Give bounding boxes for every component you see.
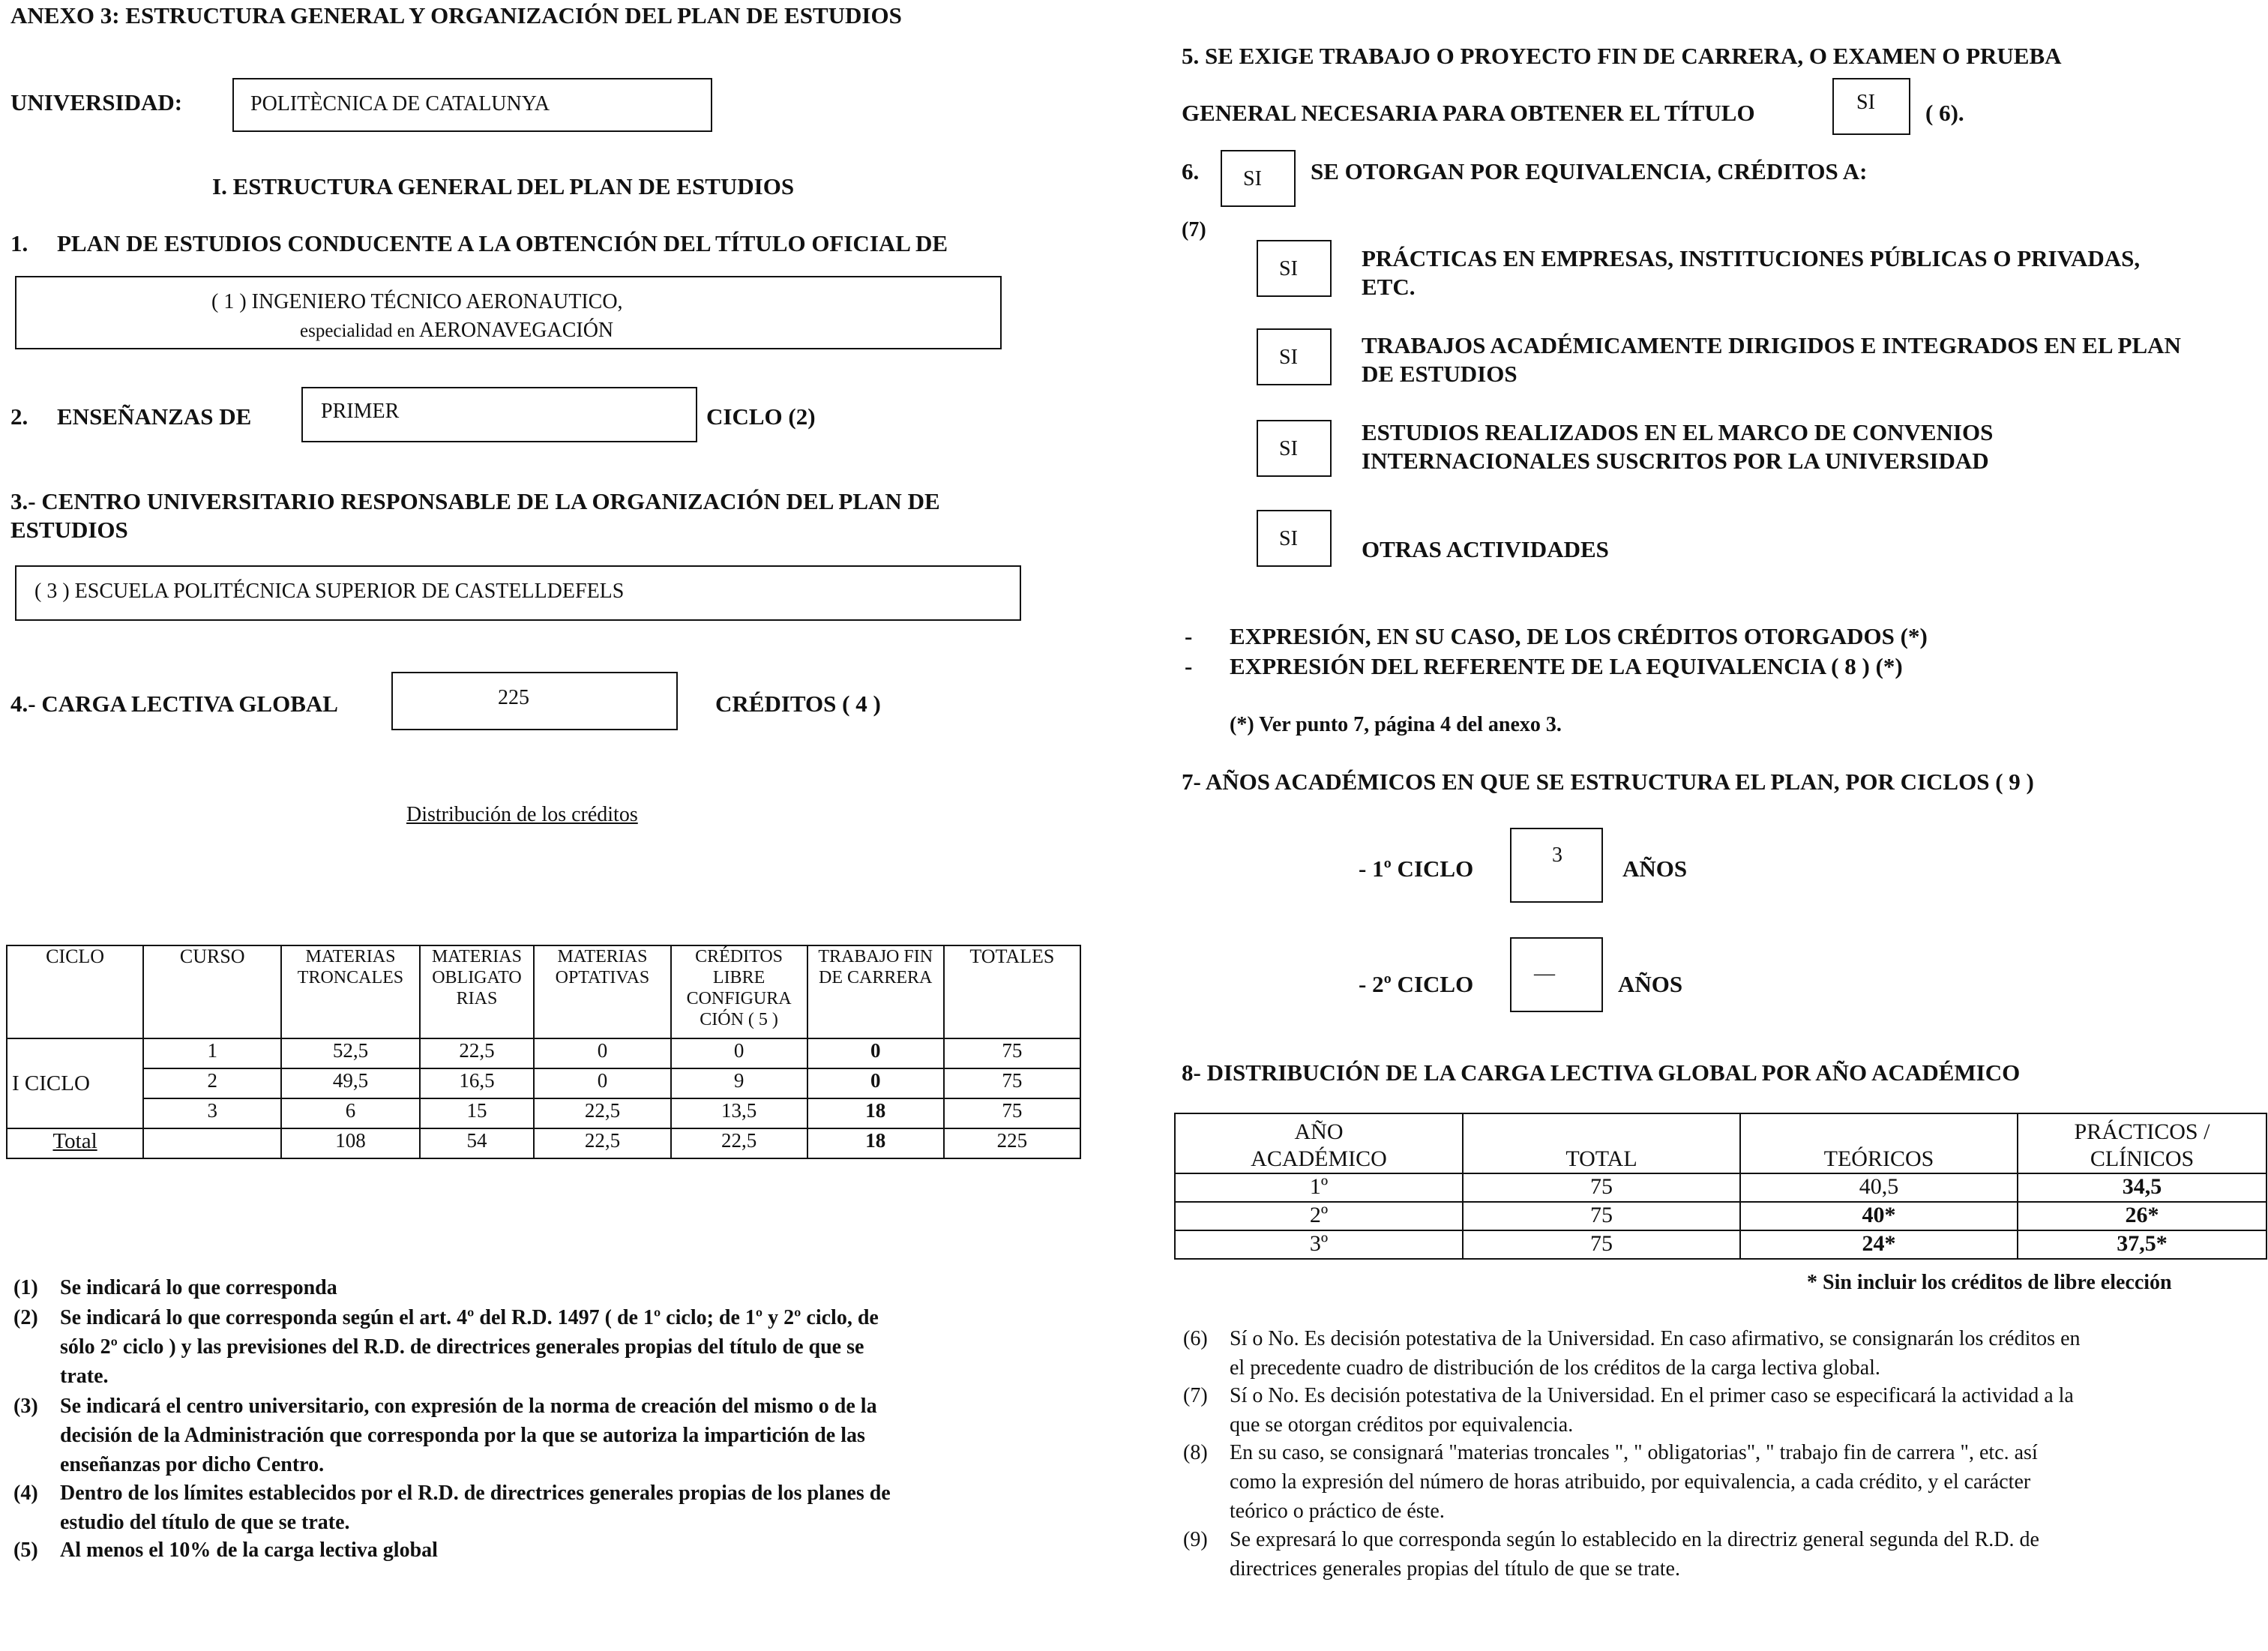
creditos-table (6, 945, 1081, 1159)
table-cell: 9 (671, 1068, 807, 1098)
option-value: SI (1279, 527, 1298, 550)
note-line: En su caso, se consignará "materias troncales ", " obligatorias", " trabajo fin de carrera ", etc. así (1230, 1441, 2038, 1464)
ciclo2-box (1510, 937, 1603, 1012)
option-line: ESTUDIOS REALIZADOS EN EL MARCO DE CONVENIOS (1362, 419, 1994, 445)
table-cell: 3 (143, 1098, 281, 1128)
note-line: Sí o No. Es decisión potestativa de la Universidad. En el primer caso se especificará la actividad a la (1230, 1384, 2074, 1407)
note-line: Sí o No. Es decisión potestativa de la Universidad. En caso afirmativo, se consignarán los créditos en (1230, 1327, 2081, 1350)
table-cell: 16,5 (420, 1068, 535, 1098)
left-note (13, 1536, 1048, 1566)
table-cell: 22,5 (420, 1038, 535, 1068)
item7-title: 7- AÑOS ACADÉMICOS EN QUE SE ESTRUCTURA EL PLAN, POR CICLOS ( 9 ) (1182, 769, 2034, 795)
table-cell: 0 (534, 1068, 670, 1098)
note-num: (1) (13, 1276, 38, 1299)
option-line: TRABAJOS ACADÉMICAMENTE DIRIGIDOS E INTEGRADOS EN EL PLAN (1362, 332, 2181, 358)
dash-bullet: - (1185, 623, 1193, 649)
table-cell: 0 (671, 1038, 807, 1068)
item6-value: SI (1243, 167, 1262, 190)
table-cell: 49,5 (281, 1068, 419, 1098)
option-line: INTERNACIONALES SUSCRITOS POR LA UNIVERSIDAD (1362, 448, 1989, 474)
table-cell: 108 (281, 1128, 419, 1158)
option-trabajos-box (1257, 328, 1332, 385)
creditos-header-cell: MATERIAS TRONCALES (281, 945, 419, 1038)
total-row (7, 1128, 1080, 1158)
total-label: Total (7, 1128, 143, 1158)
carga-header-row (1175, 1113, 2267, 1173)
note-num: (9) (1183, 1528, 1208, 1551)
note-line: enseñanzas por dicho Centro. (60, 1453, 325, 1476)
table-cell: 75 (1463, 1230, 1740, 1259)
table-row (7, 1068, 1080, 1098)
note-line: sólo 2º ciclo ) y las previsiones del R.D. de directrices generales propias del título de que se (60, 1335, 864, 1359)
table-cell: 22,5 (534, 1098, 670, 1128)
see-note: (*) Ver punto 7, página 4 del anexo 3. (1230, 713, 1562, 736)
centro-box (15, 565, 1021, 621)
note-line: Al menos el 10% de la carga lectiva global (60, 1539, 438, 1562)
note-line: Se indicará lo que corresponda según el art. 4º del R.D. 1497 ( de 1º ciclo; de 1º y 2º ciclo, de (60, 1306, 879, 1329)
section-title: I. ESTRUCTURA GENERAL DEL PLAN DE ESTUDIOS (212, 173, 795, 199)
note-line: teórico o práctico de éste. (1230, 1500, 1445, 1523)
note-num: (2) (13, 1306, 38, 1329)
creditos-header-cell: TRABAJO FIN DE CARRERA (807, 945, 944, 1038)
table-row (7, 1038, 1080, 1068)
header-total: TOTAL (1463, 1113, 1740, 1173)
table-cell: 0 (807, 1038, 944, 1068)
table-cell: 6 (281, 1098, 419, 1128)
table-cell: 18 (807, 1128, 944, 1158)
note-line: estudio del título de que se trate. (60, 1511, 350, 1534)
creditos-header-cell: CURSO (143, 945, 281, 1038)
option-practicas-box (1257, 240, 1332, 297)
table-row (7, 1098, 1080, 1128)
left-note (13, 1392, 1048, 1482)
item1-num: 1. (10, 230, 28, 256)
table-cell: 40* (1740, 1202, 2018, 1230)
note-line: trate. (60, 1365, 109, 1388)
option-estudios-box (1257, 420, 1332, 477)
table-cell: 37,5* (2018, 1230, 2267, 1259)
distribucion-title: Distribución de los créditos (406, 803, 638, 826)
item5-line2: GENERAL NECESARIA PARA OBTENER EL TÍTULO (1182, 100, 1755, 126)
table-cell: 75 (944, 1098, 1080, 1128)
table-cell: 225 (944, 1128, 1080, 1158)
universidad-box (232, 78, 712, 132)
table-cell (143, 1128, 281, 1158)
note-line: directrices generales propias del título de que se trate. (1230, 1557, 1680, 1581)
item3-value: ( 3 ) ESCUELA POLITÉCNICA SUPERIOR DE CASTELLDEFELS (34, 580, 625, 603)
note-line: el precedente cuadro de distribución de los créditos de la carga lectiva global. (1230, 1356, 1880, 1380)
ciclo2-suffix: AÑOS (1618, 971, 1683, 997)
table-cell: 22,5 (534, 1128, 670, 1158)
option-value: SI (1279, 346, 1298, 369)
titulo-line2 (300, 318, 613, 344)
table-cell: 3º (1175, 1230, 1463, 1259)
item1-text: PLAN DE ESTUDIOS CONDUCENTE A LA OBTENCIÓN DEL TÍTULO OFICIAL DE (57, 230, 948, 256)
table-cell: 54 (420, 1128, 535, 1158)
note-num: (5) (13, 1539, 38, 1562)
item2-label: ENSEÑANZAS DE (57, 403, 252, 430)
ensenanzas-box (301, 387, 697, 442)
ciclo2-label: - 2º CICLO (1359, 971, 1474, 997)
item3-line2: ESTUDIOS (10, 517, 128, 543)
ciclo1-suffix: AÑOS (1622, 855, 1688, 882)
note-num: (6) (1183, 1327, 1208, 1350)
universidad-value: POLITÈCNICA DE CATALUNYA (250, 92, 550, 115)
dash2-text: EXPRESIÓN DEL REFERENTE DE LA EQUIVALENCIA ( 8 ) (*) (1230, 653, 1903, 679)
note-line: Se indicará lo que corresponda (60, 1276, 337, 1299)
header-practicos-2: CLÍNICOS (2090, 1146, 2195, 1171)
item5-line1: 5. SE EXIGE TRABAJO O PROYECTO FIN DE CARRERA, O EXAMEN O PRUEBA (1182, 43, 2062, 69)
titulo-line1: ( 1 ) INGENIERO TÉCNICO AERONAUTICO, (211, 290, 623, 313)
left-note (13, 1303, 1048, 1393)
dash1-text: EXPRESIÓN, EN SU CASO, DE LOS CRÉDITOS OTORGADOS (*) (1230, 623, 1928, 649)
header-anio (1175, 1113, 1463, 1173)
table-cell: 13,5 (671, 1098, 807, 1128)
universidad-label: UNIVERSIDAD: (10, 89, 183, 115)
option-line: DE ESTUDIOS (1362, 361, 1517, 387)
ciclo-cell: I CICLO (7, 1038, 143, 1128)
table-cell: 34,5 (2018, 1173, 2267, 1202)
item4-label: 4.- CARGA LECTIVA GLOBAL (10, 691, 338, 717)
note-num: (3) (13, 1395, 38, 1418)
table-cell: 24* (1740, 1230, 2018, 1259)
carga-box (391, 672, 678, 730)
item6-text: SE OTORGAN POR EQUIVALENCIA, CRÉDITOS A: (1311, 158, 1868, 184)
table-cell: 52,5 (281, 1038, 419, 1068)
item2-value: PRIMER (321, 400, 400, 423)
right-note (1183, 1324, 2263, 1384)
note-num: (7) (1183, 1384, 1208, 1407)
note-line: Se expresará lo que corresponda según lo establecido en la directriz general segunda del R.D. de (1230, 1528, 2039, 1551)
right-note (1183, 1438, 2263, 1528)
carga-anual-table (1174, 1113, 2267, 1260)
option-line: PRÁCTICAS EN EMPRESAS, INSTITUCIONES PÚBLICAS O PRIVADAS, (1362, 245, 2141, 271)
table-cell: 40,5 (1740, 1173, 2018, 1202)
table-cell: 0 (807, 1068, 944, 1098)
table-cell: 1º (1175, 1173, 1463, 1202)
titulo-box (15, 276, 1002, 349)
note-num: (4) (13, 1482, 38, 1505)
option-value: SI (1279, 437, 1298, 460)
right-note (1183, 1525, 2263, 1585)
item5-box (1832, 78, 1910, 135)
header-practicos-1: PRÁCTICOS / (2074, 1119, 2210, 1144)
item2-num: 2. (10, 403, 28, 430)
note-num: (8) (1183, 1441, 1208, 1464)
item8-title: 8- DISTRIBUCIÓN DE LA CARGA LECTIVA GLOBAL POR AÑO ACADÉMICO (1182, 1059, 2021, 1086)
ciclo1-label: - 1º CICLO (1359, 855, 1474, 882)
header-anio-2: ACADÉMICO (1251, 1146, 1387, 1171)
item2-suffix: CICLO (2) (706, 403, 816, 430)
note-line: que se otorgan créditos por equivalencia. (1230, 1413, 1574, 1437)
creditos-header-cell: CICLO (7, 945, 143, 1038)
option-value: SI (1279, 257, 1298, 280)
ciclo1-value: 3 (1552, 843, 1562, 867)
item5-value: SI (1856, 91, 1875, 114)
item4-suffix: CRÉDITOS ( 4 ) (715, 691, 881, 717)
header-teoricos: TEÓRICOS (1740, 1113, 2018, 1173)
header-anio-1: AÑO (1294, 1119, 1344, 1144)
table-cell: 26* (2018, 1202, 2267, 1230)
creditos-header-cell: MATERIAS OBLIGATO RIAS (420, 945, 535, 1038)
table-row (1175, 1230, 2267, 1259)
table-cell: 0 (534, 1038, 670, 1068)
table-cell: 2 (143, 1068, 281, 1098)
option-line: ETC. (1362, 274, 1416, 300)
item3-line1: 3.- CENTRO UNIVERSITARIO RESPONSABLE DE LA ORGANIZACIÓN DEL PLAN DE (10, 488, 940, 514)
creditos-header-cell: TOTALES (944, 945, 1080, 1038)
left-note (13, 1479, 1048, 1539)
note-line: como la expresión del número de horas atribuido, por equivalencia, a cada crédito, y el carácter (1230, 1470, 2031, 1494)
option-line: OTRAS ACTIVIDADES (1362, 536, 1609, 562)
table-cell: 75 (944, 1038, 1080, 1068)
option-otras-box (1257, 510, 1332, 567)
note-line: decisión de la Administración que corresponda por la que se autoriza la impartición de las (60, 1424, 865, 1447)
note-line: Se indicará el centro universitario, con expresión de la norma de creación del mismo o de la (60, 1395, 877, 1418)
item4-value: 225 (498, 686, 529, 709)
table-cell: 1 (143, 1038, 281, 1068)
creditos-header-row (7, 945, 1080, 1038)
note-line: Dentro de los límites establecidos por el R.D. de directrices generales propias de los planes de (60, 1482, 891, 1505)
table-row (1175, 1173, 2267, 1202)
header-practicos (2018, 1113, 2267, 1173)
right-note (1183, 1381, 2263, 1441)
creditos-header-cell: CRÉDITOS LIBRE CONFIGURA CIÓN ( 5 ) (671, 945, 807, 1038)
creditos-header-cell: MATERIAS OPTATIVAS (534, 945, 670, 1038)
left-note (13, 1273, 1048, 1303)
titulo-line2-big: AERONAVEGACIÓN (418, 319, 614, 342)
table-cell: 75 (1463, 1173, 1740, 1202)
titulo-line2-small: especialidad en (300, 321, 415, 341)
item7-ref: (7) (1182, 218, 1206, 241)
table-cell: 2º (1175, 1202, 1463, 1230)
ciclo1-box (1510, 828, 1603, 903)
table-row (1175, 1202, 2267, 1230)
table8-footnote: * Sin incluir los créditos de libre elección (1807, 1271, 2172, 1294)
item6-box (1221, 150, 1296, 207)
item5-suffix: ( 6). (1925, 100, 1964, 126)
table-cell: 75 (1463, 1202, 1740, 1230)
table-cell: 22,5 (671, 1128, 807, 1158)
annex-title: ANEXO 3: ESTRUCTURA GENERAL Y ORGANIZACIÓN DEL PLAN DE ESTUDIOS (10, 2, 902, 28)
table-cell: 75 (944, 1068, 1080, 1098)
table-cell: 15 (420, 1098, 535, 1128)
item6-num: 6. (1182, 158, 1200, 184)
dash-bullet: - (1185, 653, 1193, 679)
ciclo2-value: — (1534, 962, 1555, 985)
table-cell: 18 (807, 1098, 944, 1128)
